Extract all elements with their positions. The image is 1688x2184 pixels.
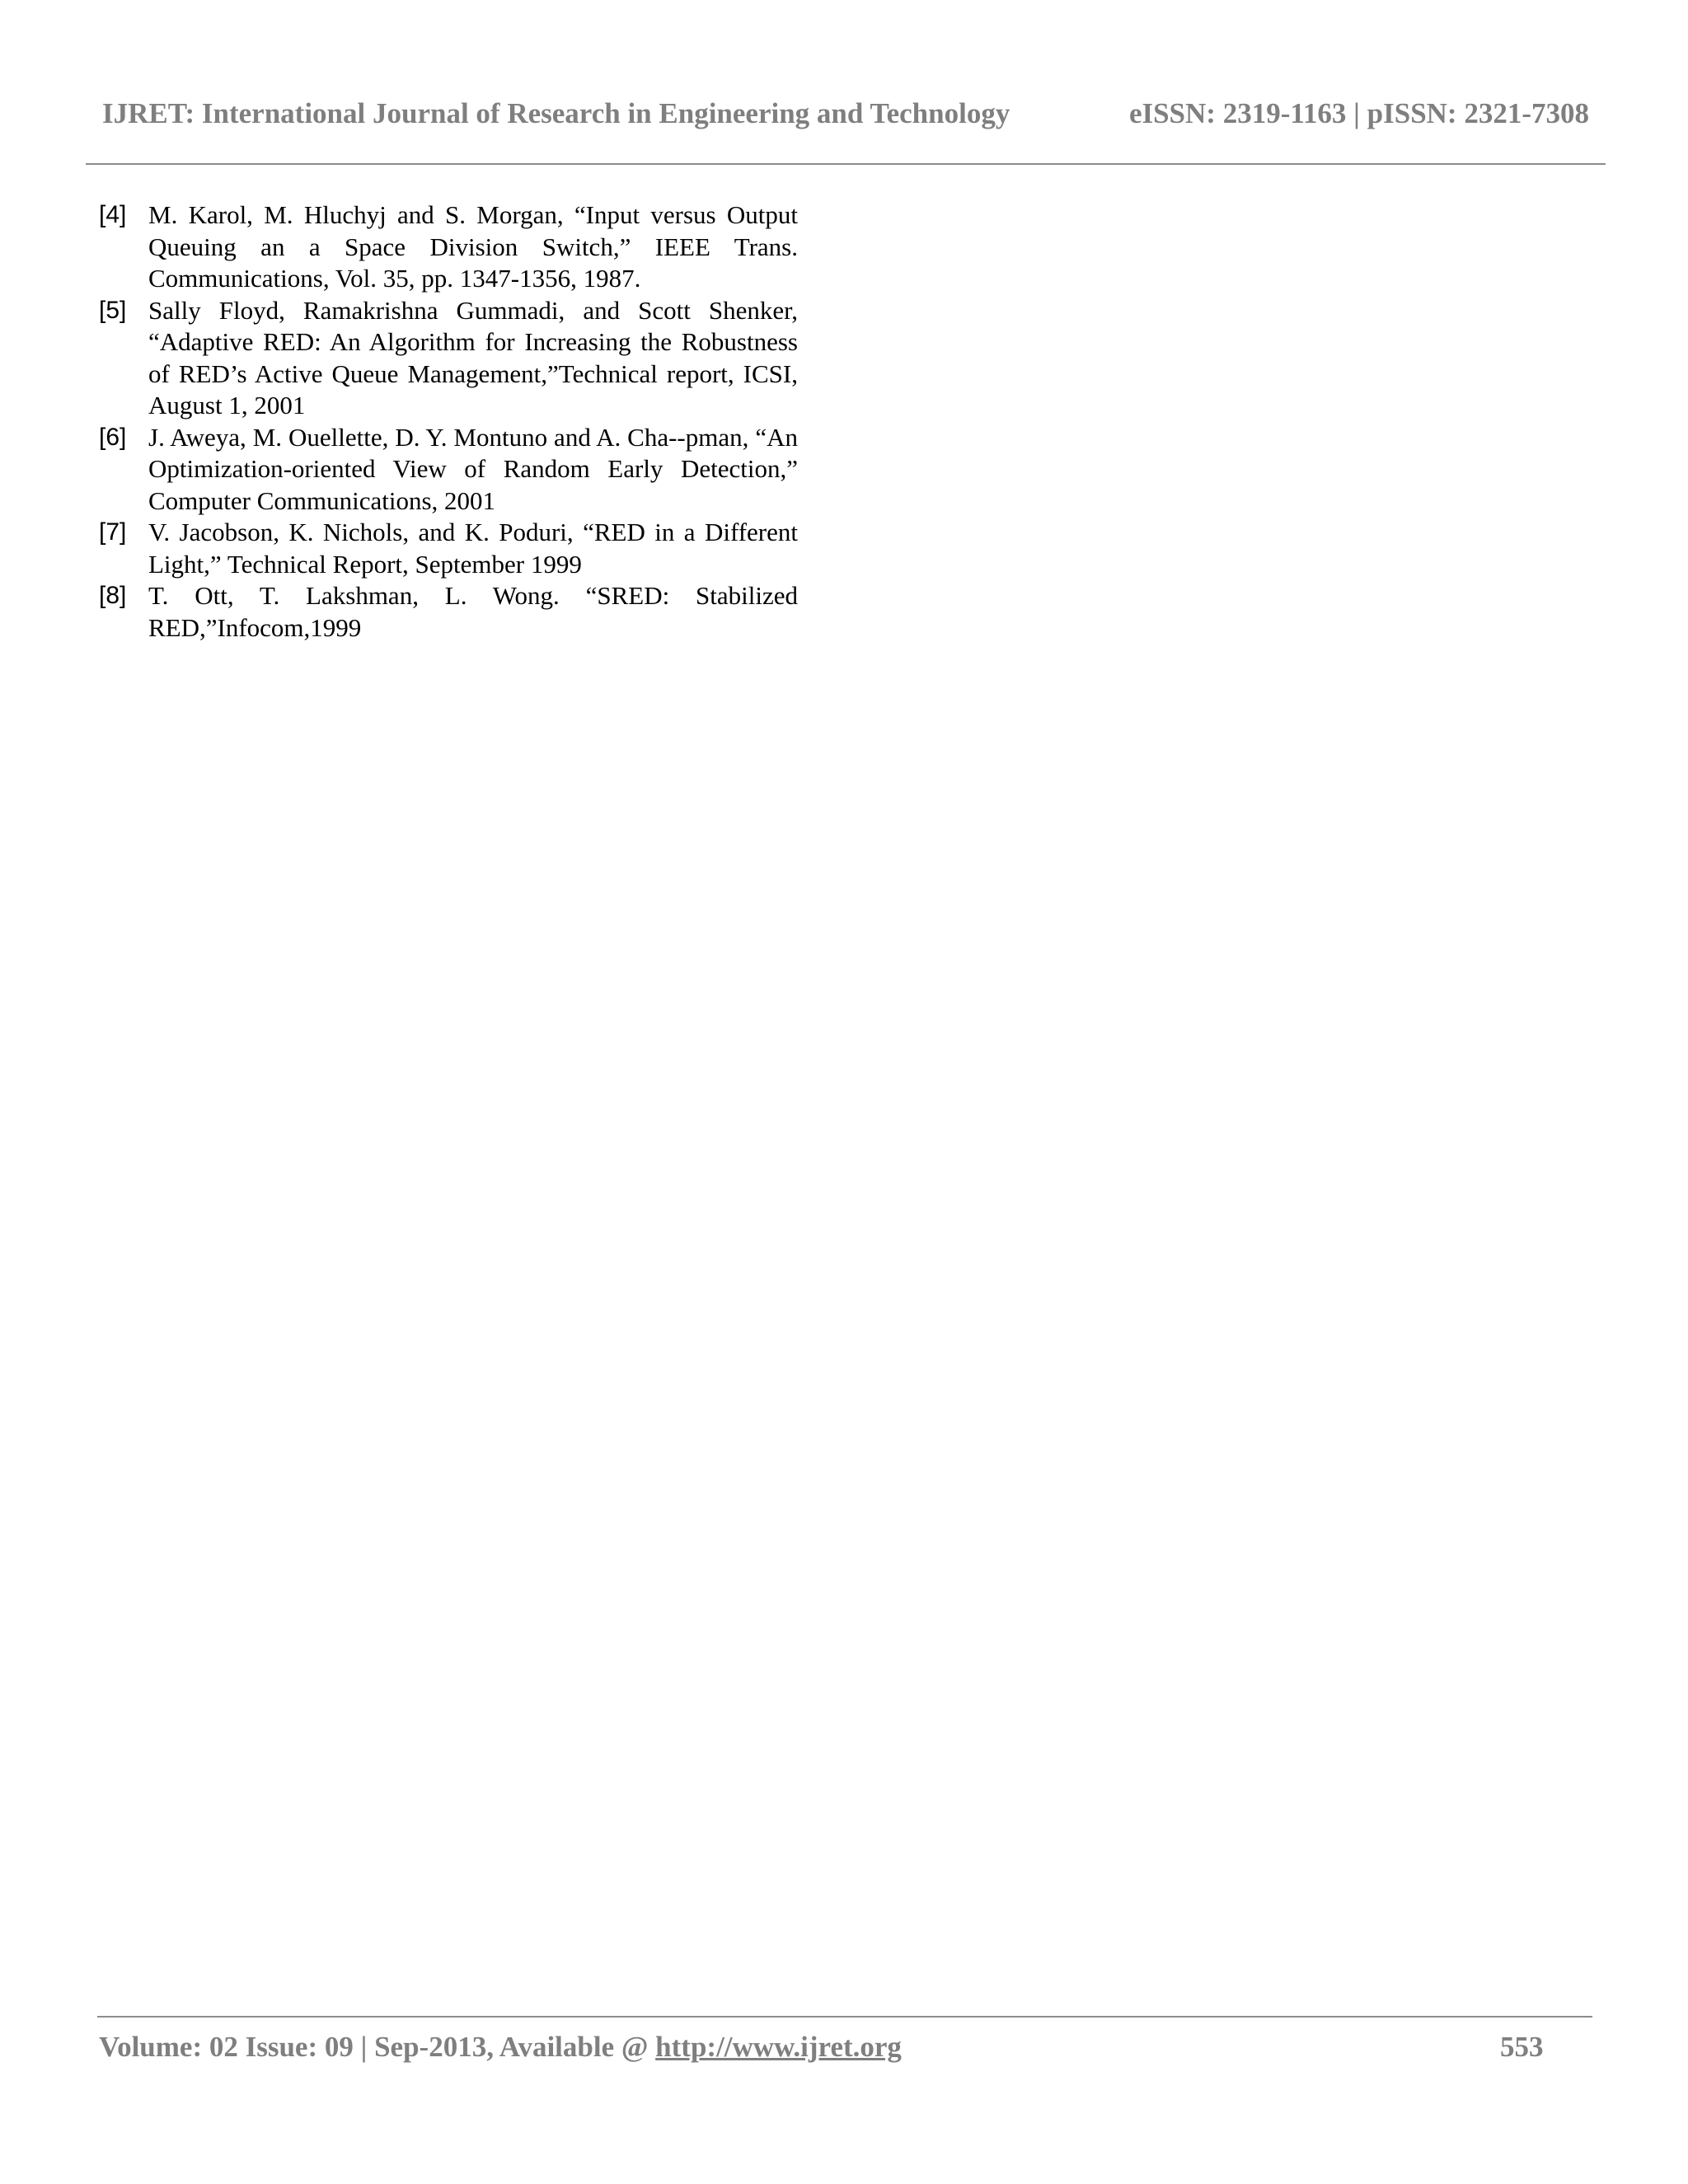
- page-header: [0, 97, 1688, 138]
- issn-info: eISSN: 2319-1163 | pISSN: 2321-7308: [1128, 97, 1589, 129]
- header-divider: [86, 163, 1606, 165]
- reference-text: Sally Floyd, Ramakrishna Gummadi, and Scott Shenker, “Adaptive RED: An Algorithm for Increasing the Robustness of RED’s Active Queue Management,”Technical report, ICSI, August 1, 2001: [148, 295, 798, 419]
- reference-text: T. Ott, T. Lakshman, L. Wong. “SRED: Stabilized RED,”Infocom,1999: [148, 581, 798, 642]
- volume-info: [99, 2031, 902, 2064]
- page-number: 553: [1500, 2031, 1544, 2063]
- reference-item: [97, 295, 798, 422]
- reference-number: [5]: [99, 296, 127, 324]
- reference-text: J. Aweya, M. Ouellette, D. Y. Montuno and A. Cha--pman, “An Optimization-oriented View of Random Early Detection,” Computer Communications, 2001: [148, 422, 798, 515]
- reference-item: [97, 199, 798, 295]
- reference-list: [97, 199, 798, 644]
- volume-text: Volume: 02 Issue: 09 | Sep-2013, Available @: [99, 2031, 656, 2063]
- reference-number: [4]: [99, 201, 127, 228]
- reference-number: [6]: [99, 423, 127, 451]
- page-footer: [99, 2031, 1550, 2072]
- reference-number: [8]: [99, 582, 127, 609]
- journal-link[interactable]: http://www.ijret.org: [655, 2031, 902, 2063]
- reference-text: V. Jacobson, K. Nichols, and K. Poduri, “RED in a Different Light,” Technical Report, September 1999: [148, 518, 798, 579]
- reference-number: [7]: [99, 518, 127, 546]
- reference-item: [97, 517, 798, 580]
- reference-item: [97, 422, 798, 518]
- footer-divider: [97, 2016, 1592, 2018]
- reference-text: M. Karol, M. Hluchyj and S. Morgan, “Input versus Output Queuing an a Space Division Switch,” IEEE Trans. Communications, Vol. 35, pp. 1347-1356, 1987.: [148, 200, 798, 293]
- journal-title: IJRET: International Journal of Research in Engineering and Technology: [102, 97, 1010, 129]
- reference-item: [97, 580, 798, 644]
